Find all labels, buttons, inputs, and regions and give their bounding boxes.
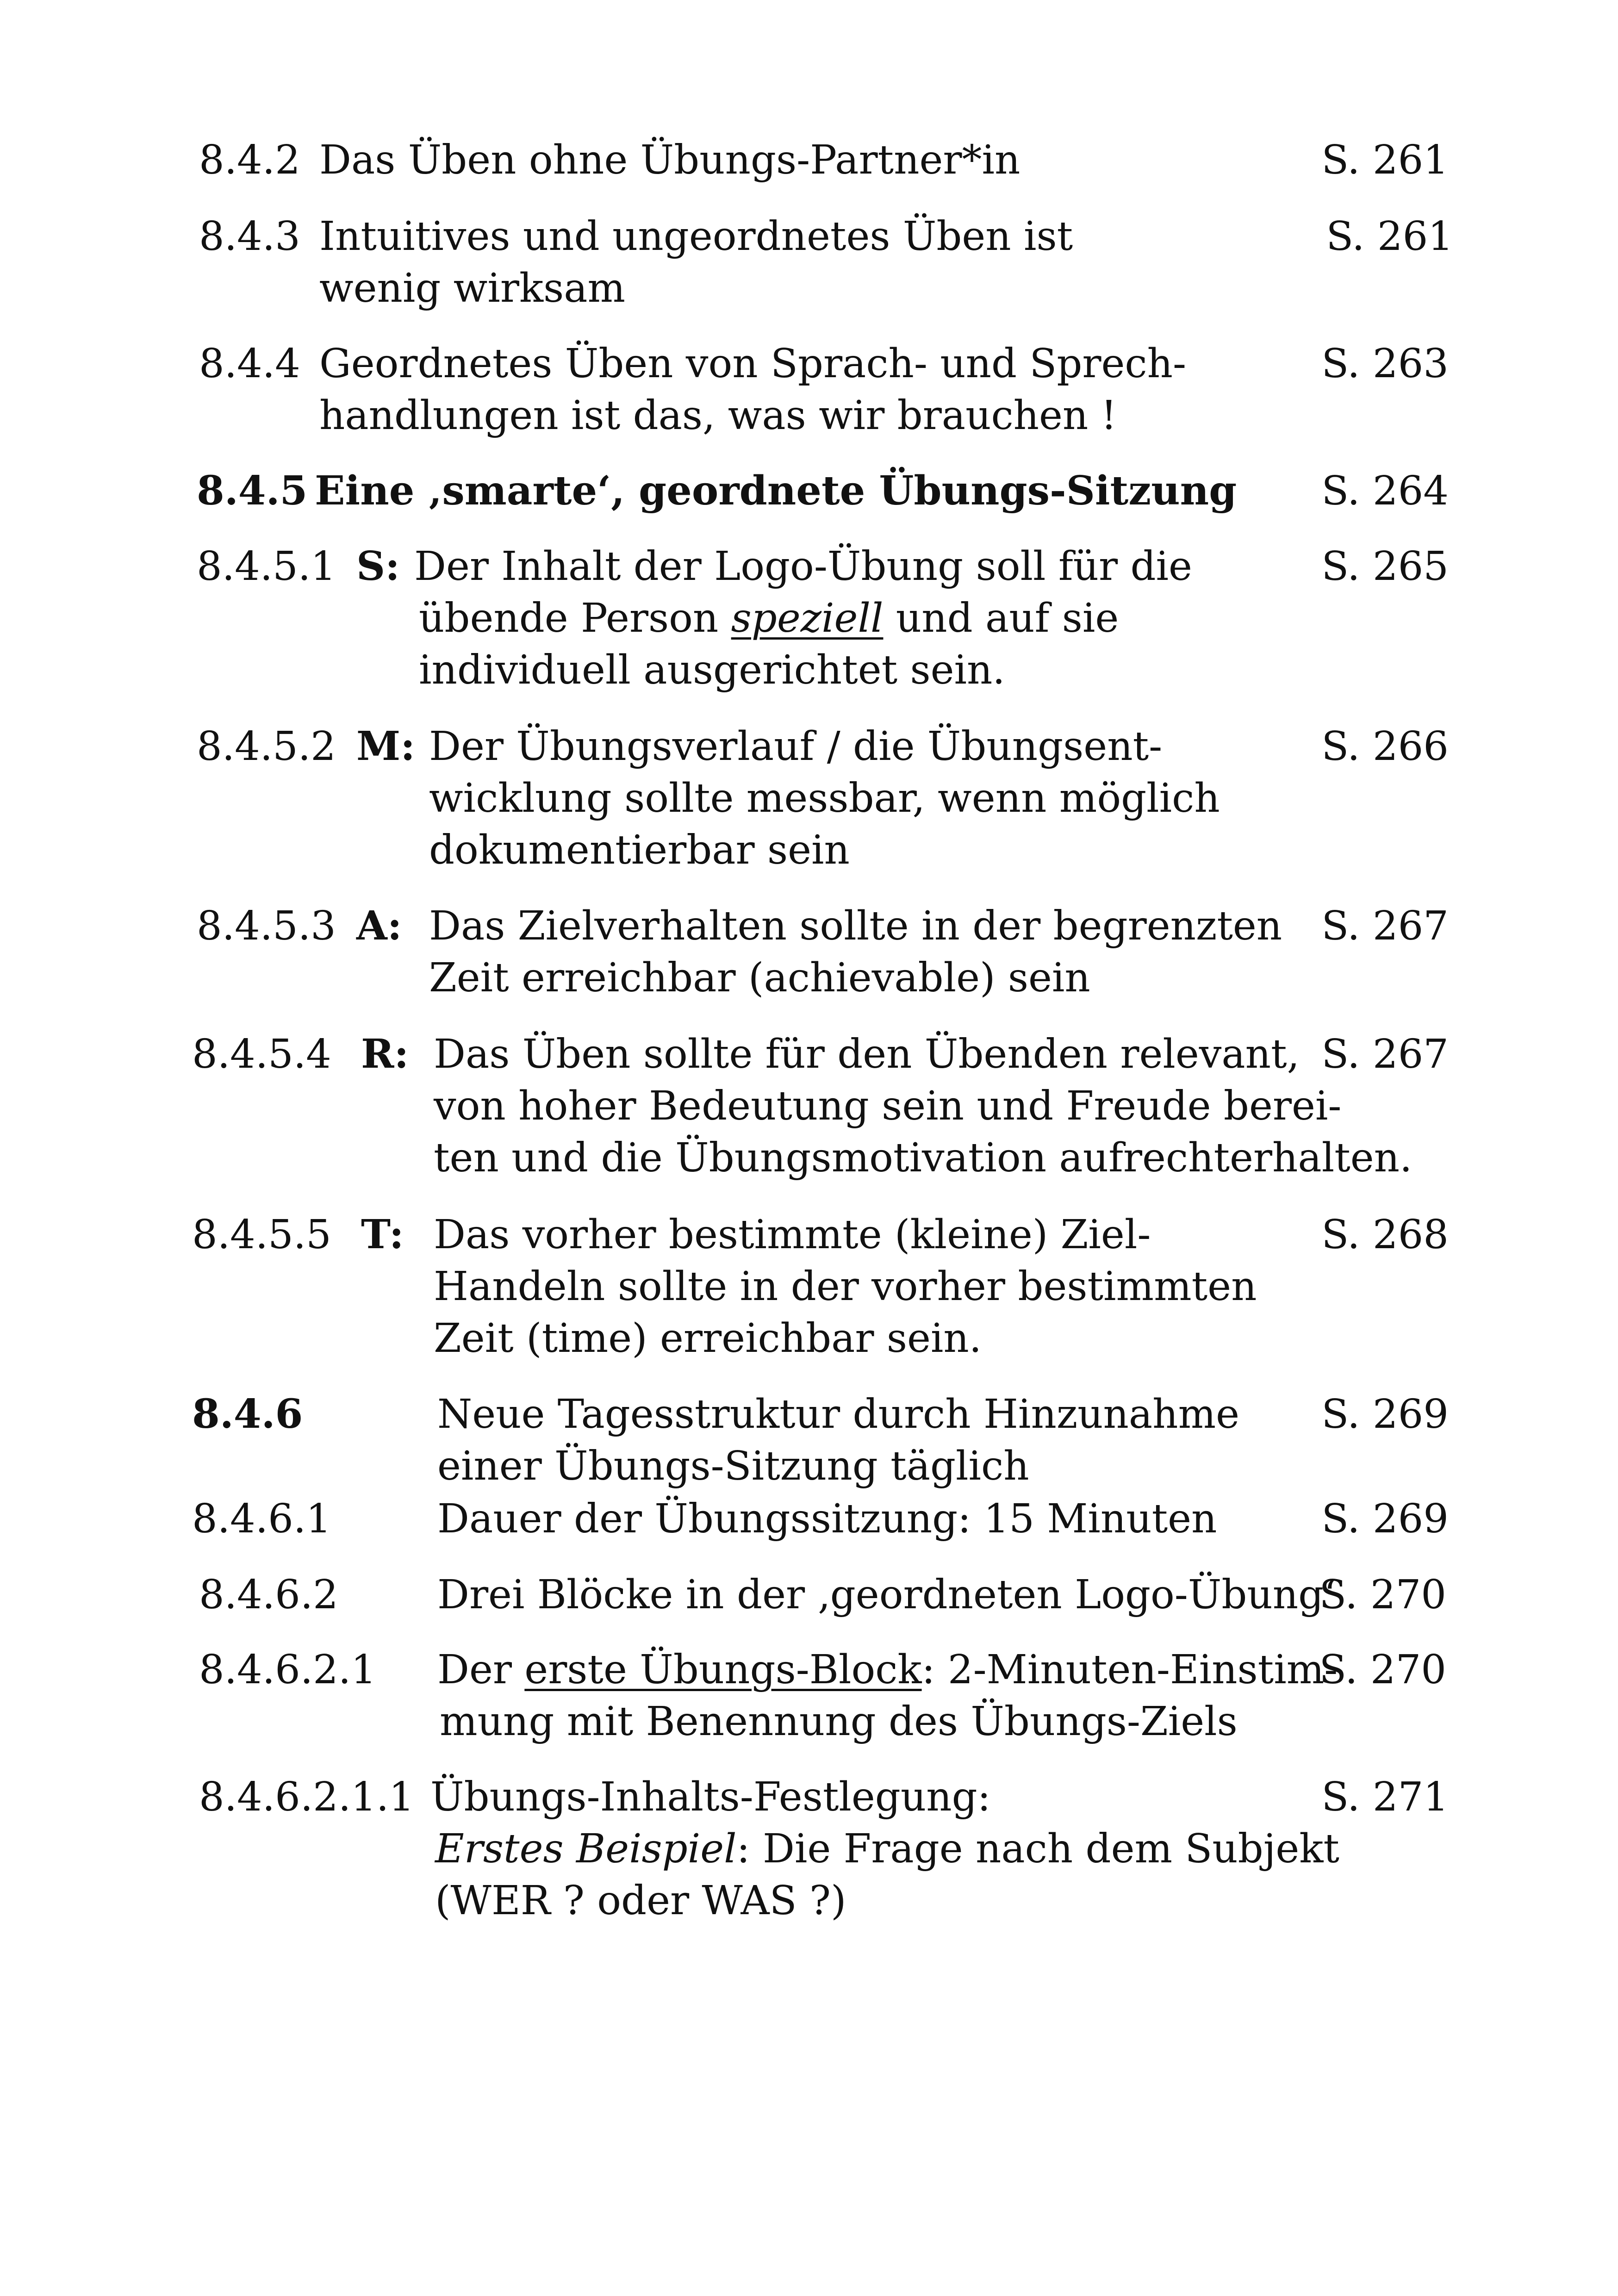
section-number: 8.4.6.1 <box>192 1496 331 1542</box>
toc-entry[interactable] <box>192 1028 1449 1184</box>
entry-title-line: Geordnetes Üben von Sprach- und Sprech- <box>319 341 1187 387</box>
entry-title: Drei Blöcke in der ‚geordneten Logo-Übung‘ <box>437 1572 1337 1618</box>
entry-title-line: individuell ausgerichtet sein. <box>419 647 1005 693</box>
toc-entry[interactable] <box>192 1209 1449 1364</box>
section-number: 8.4.3 <box>199 213 300 260</box>
smart-label: S: <box>356 543 400 590</box>
smart-label: R: <box>361 1031 409 1077</box>
section-number: 8.4.6.2 <box>199 1572 338 1618</box>
entry-title-line: einer Übungs-Sitzung täglich <box>437 1443 1029 1489</box>
section-number: 8.4.5.5 <box>192 1212 331 1258</box>
line-text: : 2-Minuten-Einstim- <box>921 1647 1338 1693</box>
entry-title-line: von hoher Bedeutung sein und Freude berei- <box>434 1083 1342 1129</box>
section-number: 8.4.6.2.1 <box>199 1647 376 1693</box>
entry-title-line: Das vorher bestimmte (kleine) Ziel- <box>434 1212 1151 1258</box>
section-number: 8.4.5.2 <box>197 723 336 770</box>
toc-entry[interactable] <box>199 134 1449 186</box>
section-number: 8.4.2 <box>199 137 300 183</box>
toc-entry[interactable] <box>199 1569 1446 1621</box>
page-reference: S. 270 <box>1319 1572 1446 1618</box>
line-text: und auf sie <box>883 595 1119 641</box>
page-reference: S. 266 <box>1321 723 1449 770</box>
toc-entry[interactable] <box>197 721 1449 876</box>
entry-title-line: wenig wirksam <box>319 265 626 311</box>
section-number: 8.4.4 <box>199 341 300 387</box>
emphasized-text: speziell <box>731 595 884 641</box>
entry-title-line: Der Inhalt der Logo-Übung soll für die <box>414 543 1192 590</box>
line-text: übende Person <box>419 595 731 641</box>
toc-entry[interactable] <box>192 1493 1449 1545</box>
toc-entry[interactable] <box>192 1388 1449 1492</box>
page-reference: S. 261 <box>1321 137 1449 183</box>
section-number: 8.4.5 <box>197 467 308 514</box>
line-text: Der <box>437 1647 525 1693</box>
page-reference: S. 264 <box>1321 468 1449 514</box>
page-reference: S. 269 <box>1321 1391 1449 1437</box>
entry-title-line: (WER ? oder WAS ?) <box>435 1878 846 1924</box>
toc-entry[interactable] <box>197 900 1449 1004</box>
page-reference: S. 265 <box>1321 543 1449 590</box>
page-reference: S. 268 <box>1321 1212 1449 1258</box>
toc-entry[interactable] <box>199 338 1449 442</box>
entry-title-line: Übungs-Inhalts-Festlegung: <box>430 1774 991 1820</box>
line-text: : Die Frage nach dem Subjekt <box>736 1826 1339 1872</box>
toc-entry[interactable] <box>199 211 1453 314</box>
page-reference: S. 261 <box>1326 213 1453 260</box>
section-number: 8.4.5.3 <box>197 903 336 949</box>
entry-title-line: Das Zielverhalten sollte in der begrenzten <box>429 903 1282 949</box>
entry-title-line: wicklung sollte messbar, wenn möglich <box>429 775 1220 821</box>
entry-title-line: Der Übungsverlauf / die Übungsent- <box>429 723 1163 770</box>
entry-title-line <box>435 1823 1339 1875</box>
entry-title-line: Handeln sollte in der vorher bestimmten <box>434 1263 1257 1310</box>
toc-entry[interactable] <box>199 1771 1449 1927</box>
toc-entry[interactable] <box>197 541 1449 696</box>
entry-title: Dauer der Übungssitzung: 15 Minuten <box>437 1496 1217 1542</box>
entry-title-line: Intuitives und ungeordnetes Üben ist <box>319 213 1073 260</box>
entry-title-line: mung mit Benennung des Übungs-Ziels <box>440 1699 1238 1745</box>
section-number: 8.4.5.1 <box>197 543 336 590</box>
entry-title-line <box>437 1644 1338 1696</box>
entry-title-line: dokumentierbar sein <box>429 827 850 873</box>
entry-title: Das Üben ohne Übungs-Partner*in <box>319 137 1021 183</box>
underlined-text: erste Übungs-Block <box>524 1647 922 1693</box>
entry-title-line: handlungen ist das, was wir brauchen ! <box>319 392 1117 439</box>
section-number: 8.4.6.2.1.1 <box>199 1774 414 1820</box>
page-reference: S. 269 <box>1321 1496 1449 1542</box>
entry-title-line: Neue Tagesstruktur durch Hinzunahme <box>437 1391 1240 1437</box>
toc-entry[interactable] <box>199 1644 1446 1748</box>
page-reference: S. 271 <box>1321 1774 1449 1820</box>
page-reference: S. 263 <box>1321 341 1449 387</box>
smart-label: M: <box>356 723 415 770</box>
section-number: 8.4.6 <box>192 1391 303 1437</box>
entry-title-line: Das Üben sollte für den Übenden relevant, <box>434 1031 1300 1077</box>
entry-title-line: ten und die Übungsmotivation aufrechterhalten. <box>434 1135 1413 1181</box>
entry-title-line: Zeit (time) erreichbar sein. <box>434 1315 982 1362</box>
entry-title: Eine ‚smarte‘, geordnete Übungs-Sitzung <box>315 467 1237 514</box>
section-number: 8.4.5.4 <box>192 1031 331 1077</box>
page-reference: S. 270 <box>1319 1647 1446 1693</box>
page-reference: S. 267 <box>1321 903 1449 949</box>
toc-entry[interactable] <box>197 465 1449 517</box>
smart-label: T: <box>361 1211 404 1258</box>
page-reference: S. 267 <box>1321 1031 1449 1077</box>
smart-label: A: <box>356 902 402 949</box>
entry-title-line <box>419 592 1119 644</box>
emphasized-text: Erstes Beispiel <box>435 1826 737 1872</box>
entry-title-line: Zeit erreichbar (achievable) sein <box>429 955 1090 1001</box>
